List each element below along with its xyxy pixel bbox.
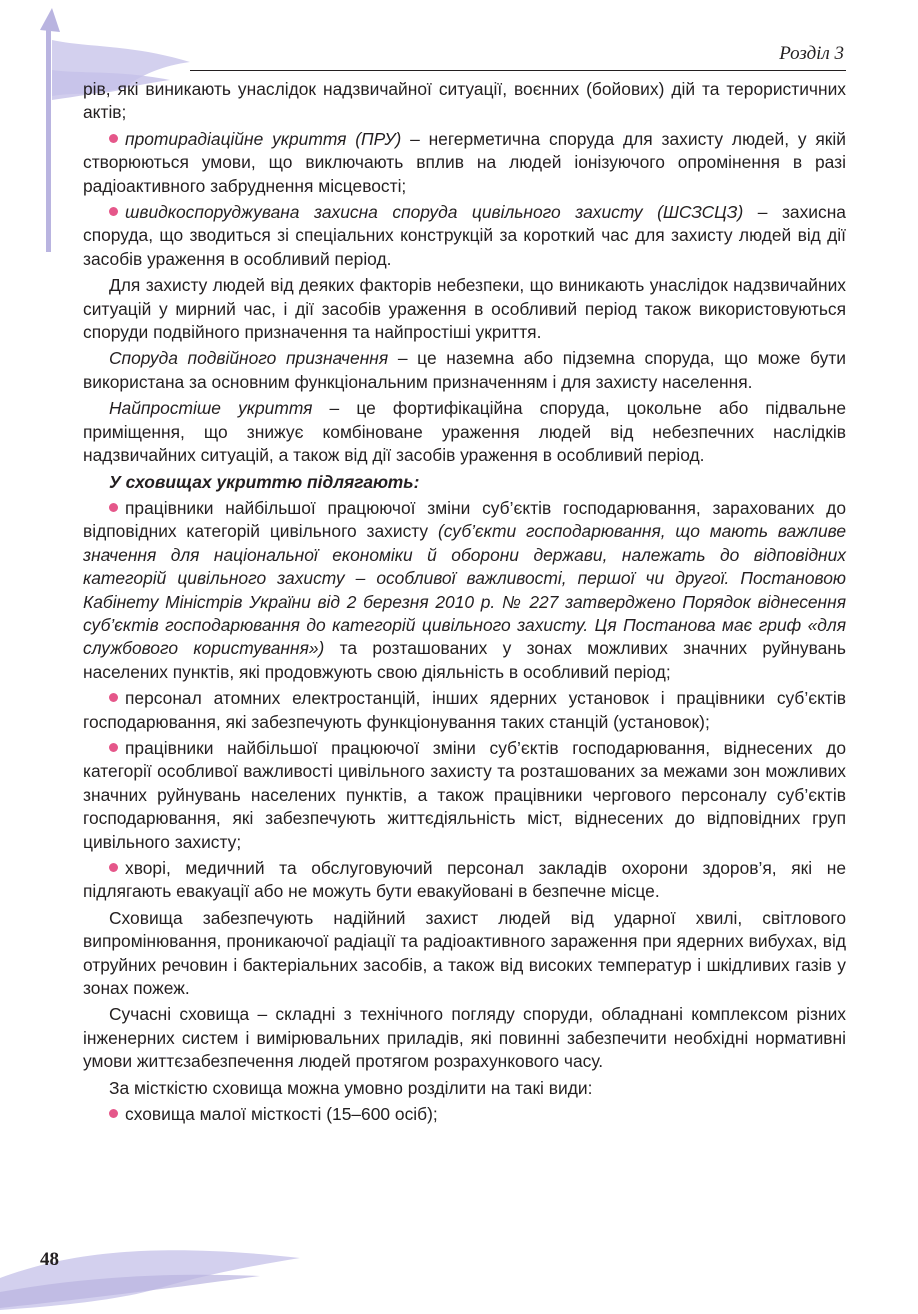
text-run: Сховища забезпечують надійний захист людей від ударної хвилі, світлового випромінювання, проникаючої радіації та радіоактивного зараження при ядерних вибухах, від отруйних речовин і бактеріальних засобів, а також від високих температур і шкідливих газів у зонах пожеж. [83,907,846,999]
paragraph [83,1003,846,1073]
text-run: За місткістю сховища можна умовно розділити на такі види: [109,1077,593,1098]
page-number: 48 [40,1249,59,1270]
text-run: Сучасні сховища – складні з технічного погляду споруди, обладнані комплексом різних інженерних систем і вимірювальних приладів, які повинні забезпечити необхідні нормативні умови життєзабезпечення людей протягом розрахункового часу. [83,1004,846,1072]
term: протирадіаційне укриття (ПРУ) [125,128,402,149]
paragraph [83,1077,846,1100]
bullet-icon [109,207,118,216]
section-label: Розділ 3 [779,43,844,64]
bullet-icon [109,863,118,872]
header-rule [190,70,846,71]
text-run: Для захисту людей від деяких факторів небезпеки, що виникають унаслідок надзвичайних ситуацій у мирний час, і дії засобів ураження в особливий період також використовуються споруди подвійного призначення та найпростіші укриття. [83,275,846,343]
page-body [83,78,846,1129]
term: швидкоспоруджувана захисна споруда цивільного захисту (ШСЗСЦЗ) [125,202,744,223]
paragraph [83,274,846,344]
paragraph [83,347,846,394]
bullet-icon [109,693,118,702]
text-run: рів, які виникають унаслідок надзвичайної ситуації, воєнних (бойових) дій та терористичних актів; [83,79,846,123]
bullet-item [83,687,846,734]
bullet-item [83,128,846,198]
bullet-icon [109,1109,118,1118]
bullet-icon [109,134,118,143]
text-run: сховища малої місткості (15–600 осіб); [125,1104,438,1125]
text-run: – це наземна або підземна споруда, що може бути використана за основним функціональним призначенням і для захисту населення. [83,348,847,392]
bullet-item [83,857,846,904]
paragraph [83,907,846,1001]
text-run: – захисна споруда, що зводиться зі спеціальних конструкцій за короткий час для захисту людей від дії засобів ураження в особливий період. [83,202,846,269]
paragraph [83,471,846,494]
bullet-item [83,1103,846,1126]
term: (суб’єкти господарювання, що мають важливе значення для національної економіки й оборони держави, належать до відповідних категорій цивільного захисту – особливої важливості, першої чи другої. Постановою Кабінету Міністрів України від 2 березня 2010 р. № 227 затверджено Порядок віднесення суб’єктів господарювання до категорій цивільного захисту. Ця Постанова має гриф «для службового користування») [83,521,846,659]
term: Найпростіше укриття [109,398,313,419]
bullet-item [83,201,846,271]
text-run: персонал атомних електростанцій, інших ядерних установок і працівники суб’єктів господарювання, які забезпечують функціонування таких станцій (установок); [83,688,846,732]
term: Споруда подвійного призначення [109,348,389,369]
paragraph [83,78,846,125]
text-run: працівники найбільшої працюючої зміни суб’єктів господарювання, зарахованих до відповідних категорій цивільного захисту [83,497,846,542]
bullet-item [83,737,846,854]
text-run: хворі, медичний та обслуговуючий персонал закладів охорони здоров’я, які не підлягають евакуації або не можуть бути евакуйовані в безпечне місце. [83,858,846,902]
text-run: та розташованих у зонах можливих значних руйнувань населених пунктів, які продовжують свою діяльність в особливий період; [83,638,846,682]
bullet-item [83,497,846,684]
text-run: – негерметична споруда для захисту людей, у якій створюються умови, що виключають вплив на людей іонізуючого опромінення в разі радіоактивного забруднення місцевості; [83,128,846,196]
text-run: – це фортифікаційна споруда, цокольне або підвальне приміщення, що знижує комбіноване ураження людей від небезпечних наслідків надзвичайних ситуацій, а також від дії засобів ураження в особливий період. [83,398,846,466]
bullet-icon [109,503,118,512]
text-run: працівники найбільшої працюючої зміни суб’єктів господарювання, віднесених до категорії особливої важливості цивільного захисту та розташованих за межами зон можливих значних руйнувань населених пунктів, а також працівники чергового персоналу суб’єктів господарювання, які забезпечують життєдіяльність міст, віднесених до відповідних груп цивільного захисту; [83,737,846,852]
subheading: У сховищах укриттю підлягають: [109,471,420,492]
paragraph [83,397,846,467]
bullet-icon [109,743,118,752]
